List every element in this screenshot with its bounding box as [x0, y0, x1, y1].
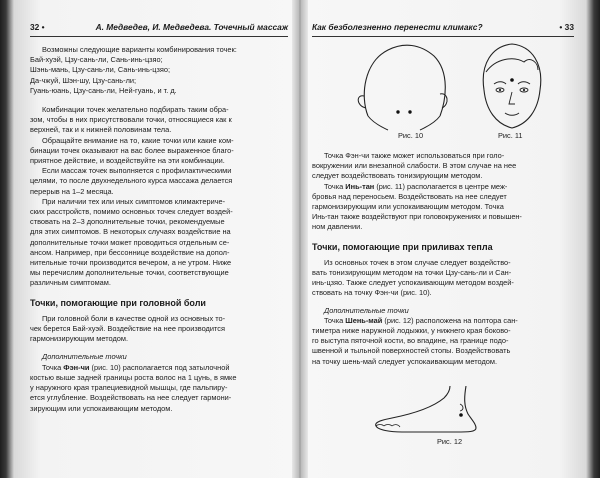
text-line: ном давлении.: [312, 222, 363, 232]
text-line: зом, чтобы в них присутствовали точки, относящиеся как к: [30, 115, 232, 125]
combo-line: Шэнь-мань, Цзу-сань-ли, Сань-инь-цзяо;: [30, 65, 170, 75]
text-line: ствовать на точку Фэн-чи (рис. 10).: [312, 288, 432, 298]
text-line: [30, 363, 288, 373]
text-line: ансом. Например, при бессоннице воздействие на допол-: [30, 247, 230, 257]
text-line: для этих симптомов. В некоторых случаях воздействие на: [30, 227, 231, 237]
combo-line: Бай-хуэй, Цзу-сань-ли, Сань-инь-цзяо;: [30, 55, 163, 65]
text-line: [312, 316, 574, 326]
text-line: [312, 182, 574, 192]
text-line: ских расстройств, помимо основных точек следует воздей-: [30, 207, 233, 217]
subheading: Дополнительные точки: [324, 305, 409, 315]
text-line: Инь-тан также воздействуют при головокружениях и повышен-: [312, 212, 522, 222]
text-line: ствовать на 2–3 дополнительные точки, рекомендуемые: [30, 217, 225, 227]
point-name: Инь-тан: [345, 181, 375, 191]
combo-line: Гуань-юань, Цзу-сань-ли, Ней-гуань, и т. д.: [30, 85, 177, 95]
text-line: следует воздействовать тонизирующим методом.: [312, 171, 483, 181]
text-line: целями, то после двухнедельного курса массажа делается: [30, 176, 233, 186]
point-name: Фэн-чи: [63, 362, 90, 372]
section-heading: Точки, помогающие при приливах тепла: [312, 241, 493, 252]
subheading: Дополнительные точки: [42, 352, 127, 362]
text-line: тиметра ниже наружной лодыжки, у нижнего края боково-: [312, 326, 511, 336]
text-line: различным симптомам.: [30, 278, 111, 288]
figure-11-face-front: [472, 40, 552, 134]
text-run: (рис. 10) располагается под затылочной: [89, 362, 230, 372]
left-page: [30, 0, 288, 478]
text-line: на точку шень-май следует успокаивающим методом.: [312, 356, 498, 366]
point-name: Шень-май: [345, 315, 383, 325]
figure-10-caption: Рис. 10: [398, 131, 424, 140]
text-line: ется углубление. Воздействовать на нее следует гармони-: [30, 393, 232, 403]
text-line: Точка Фэн-чи также может использоваться при голо-: [324, 151, 505, 160]
text-line: Из основных точек в этом случае следует воздейство-: [324, 257, 511, 267]
text-line: перерыв на 1–2 месяца.: [30, 186, 114, 196]
right-page: [312, 0, 574, 478]
figure-12-foot: [372, 386, 512, 434]
combos-intro: Возможны следующие варианты комбинирования точек:: [42, 45, 237, 54]
left-body-text: [30, 45, 288, 414]
right-page-number: • 33: [559, 22, 574, 32]
text-line: чек берется Бай-хуэй. Воздействие на нее производится: [30, 324, 226, 334]
text-line: При головной боли в качестве одной из основных то-: [42, 313, 226, 323]
left-running-head: [30, 22, 288, 37]
text-run: (рис. 12) расположена на полтора сан-: [382, 315, 518, 325]
text-line: верхней, так и к нижней половинам тела.: [30, 125, 172, 135]
section-heading: Точки, помогающие при головной боли: [30, 297, 206, 308]
right-running-title: Как безболезненно перенести климакс?: [312, 22, 483, 32]
text-line: приятное действие, и воздействуйте на эти комбинации.: [30, 156, 225, 166]
figure-10-head-back: [354, 42, 454, 134]
book-gutter: [292, 0, 308, 478]
text-line: костью выше задней границы роста волос на 1 цунь, в ямке: [30, 372, 237, 382]
text-line: зирующим или успокаивающим методом.: [30, 403, 173, 413]
text-line: Комбинации точек желательно подбирать таким обра-: [42, 105, 229, 115]
text-run: Точка: [324, 181, 346, 191]
text-line: Обращайте внимание на то, какие точки или какие ком-: [42, 135, 234, 145]
figure-11-caption: Рис. 11: [498, 131, 523, 140]
combo-line: Да-чжуй, Шэн-шу, Цзу-сань-ли;: [30, 75, 137, 85]
text-line: го выступа пяточной кости, во впадине, на границе подо-: [312, 336, 509, 346]
left-page-number: 32 •: [30, 22, 45, 32]
text-line: мы перечислим дополнительные точки, соответствующие: [30, 268, 229, 278]
figure-12-caption: Рис. 12: [437, 437, 463, 446]
text-line: у наружного края трапециевидной мышцы, где пальпиру-: [30, 383, 228, 393]
right-body-text: [312, 151, 574, 367]
text-line: При наличии тех или иных симптомов климактериче-: [42, 196, 226, 206]
left-running-title: А. Медведев, И. Медведева. Точечный массаж: [95, 22, 288, 32]
text-line: гармонизирующим методом.: [30, 334, 129, 344]
text-line: вокружении или внезапной слабости. В этом случае на нее: [312, 161, 517, 171]
text-line: Если массаж точек выполняется с профилактическими: [42, 166, 232, 176]
text-line: гармонизирующим или успокаивающим методом. Точка: [312, 202, 504, 212]
text-line: дополнительные точки может проводиться отдельным се-: [30, 237, 230, 247]
text-line: швенной и тыльной поверхностей стопы. Воздействовать: [312, 346, 511, 356]
text-line: инь-цзяо. Также следует успокаивающим методом воздей-: [312, 278, 514, 288]
text-line: вать тонизирующим методом на точки Цзу-сань-ли и Сан-: [312, 268, 512, 278]
text-run: Точка: [42, 362, 64, 372]
right-running-head: [312, 22, 574, 37]
text-line: нительные точки производится вечером, а не утром. Ниже: [30, 258, 232, 268]
text-run: (рис. 11) располагается в центре меж-: [374, 181, 508, 191]
text-run: Точка: [324, 315, 346, 325]
text-line: бровья над переносьем. Воздействовать на нее следует: [312, 191, 507, 201]
text-line: бинации точек оказывают на вас более выраженное благо-: [30, 145, 234, 155]
